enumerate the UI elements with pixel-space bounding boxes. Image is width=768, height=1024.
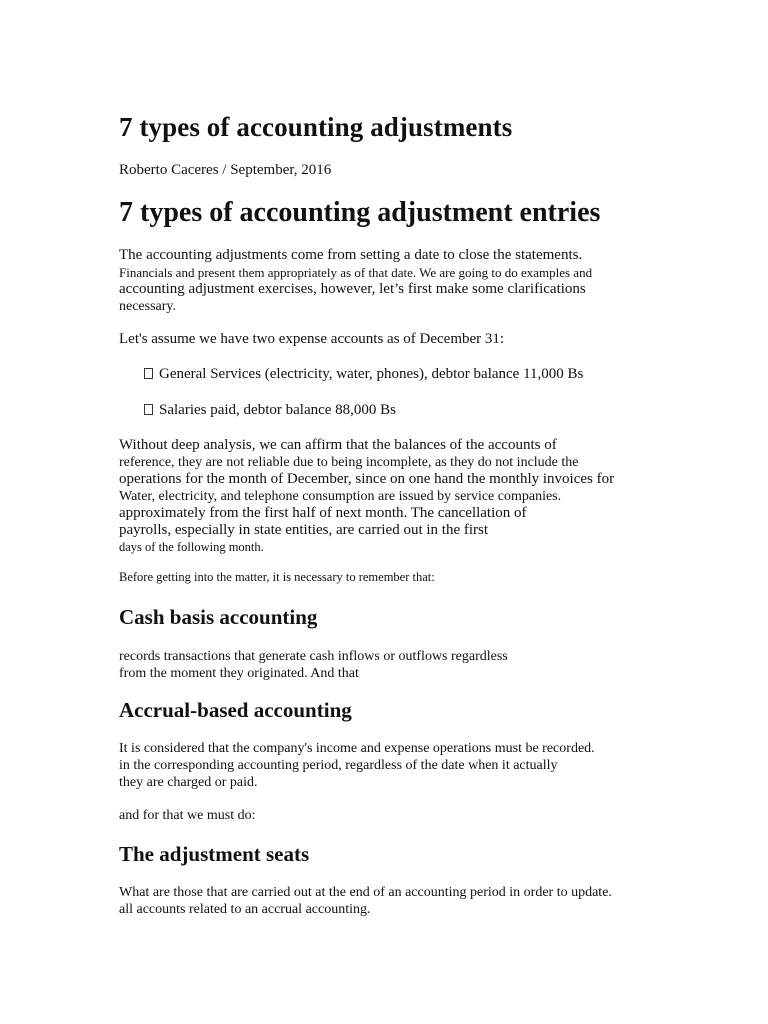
analysis-line: Water, electricity, and telephone consumption are issued by service companies. [119,489,562,504]
assume-paragraph: Let's assume we have two expense accounts as of December 31: [119,331,505,347]
cash-basis-paragraph [119,648,508,682]
intro-line: accounting adjustment exercises, however, let’s first make some clarifications [119,281,586,297]
accrual-line: It is considered that the company's income and expense operations must be recorded. [119,741,595,756]
intro-line: Financials and present them appropriately as of that date. We are going to do examples and [119,265,593,280]
intro-line: necessary. [119,299,177,314]
seats-line: What are those that are carried out at the end of an accounting period in order to update. [119,885,612,900]
article-title: 7 types of accounting adjustments [119,112,513,142]
remember-paragraph: Before getting into the matter, it is necessary to remember that: [119,570,435,584]
intro-paragraph [119,247,592,315]
adjustment-seats-paragraph [119,884,612,918]
bullet-item [144,402,396,419]
accrual-paragraph [119,740,595,791]
seats-line: all accounts related to an accrual accounting. [119,902,371,917]
author-byline: Roberto Caceres / September, 2016 [119,162,332,178]
analysis-line: operations for the month of December, since on one hand the monthly invoices for [119,471,615,487]
checkbox-icon [144,368,153,379]
intro-line: The accounting adjustments come from setting a date to close the statements. [119,247,583,263]
bullet-text: General Services (electricity, water, phones), debtor balance 11,000 Bs [159,366,584,382]
accrual-line: in the corresponding accounting period, regardless of the date when it actually [119,758,558,773]
accrual-line: they are charged or paid. [119,775,258,790]
cash-basis-heading: Cash basis accounting [119,605,318,629]
bullet-item [144,366,583,383]
analysis-line: Without deep analysis, we can affirm that the balances of the accounts of [119,437,557,453]
cash-line: records transactions that generate cash inflows or outflows regardless [119,649,508,664]
checkbox-icon [144,404,153,415]
adjustment-seats-heading: The adjustment seats [119,842,310,866]
must-do-paragraph: and for that we must do: [119,808,256,823]
analysis-line: days of the following month. [119,540,264,554]
analysis-line: payrolls, especially in state entities, are carried out in the first [119,522,489,538]
accrual-heading: Accrual-based accounting [119,698,352,722]
bullet-text: Salaries paid, debtor balance 88,000 Bs [159,402,397,418]
article-subtitle: 7 types of accounting adjustment entries [119,197,601,228]
analysis-line: reference, they are not reliable due to being incomplete, as they do not include the [119,455,579,470]
analysis-line: approximately from the first half of next month. The cancellation of [119,505,527,521]
analysis-paragraph [119,437,614,556]
cash-line: from the moment they originated. And that [119,666,359,681]
